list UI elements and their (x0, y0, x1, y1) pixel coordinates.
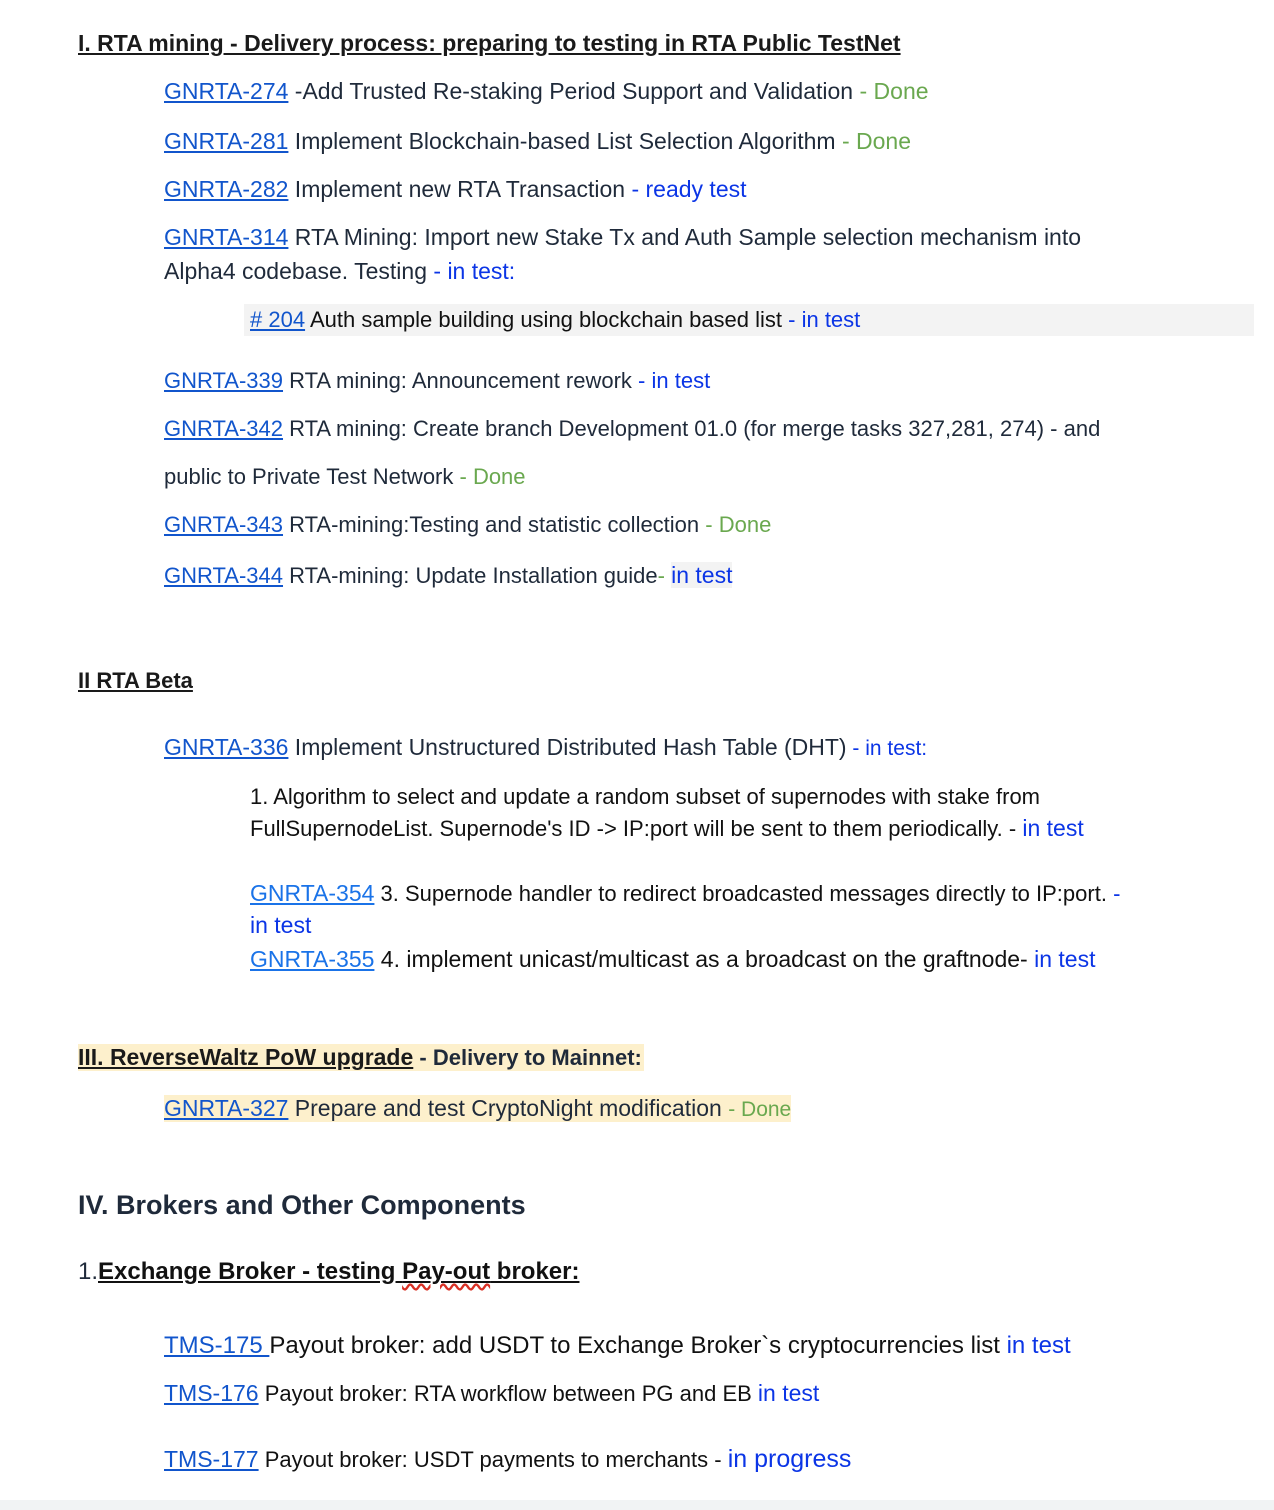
status-label: in test (250, 912, 312, 938)
section-2-heading: II RTA Beta (78, 668, 193, 693)
section-3-suffix: - Delivery to Mainnet: (413, 1045, 642, 1070)
status-label: - in test (782, 307, 861, 332)
task-text: RTA Mining: Import new Stake Tx and Auth Sample selection mechanism into (288, 224, 1082, 250)
task-row (164, 562, 732, 589)
task-text: Payout broker: RTA workflow between PG and EB (258, 1381, 758, 1406)
task-row (164, 1332, 1071, 1360)
status-label: - in test: (846, 737, 928, 760)
page-bottom-edge (0, 1500, 1274, 1510)
task-text: RTA-mining:Testing and statistic collection (283, 512, 700, 537)
task-link[interactable]: GNRTA-282 (164, 176, 289, 202)
task-row-continued (164, 258, 515, 285)
task-text: RTA mining: Announcement rework (283, 368, 632, 393)
task-row (164, 1380, 819, 1407)
task-row (164, 512, 771, 538)
task-text: Alpha4 codebase. Testing (164, 258, 427, 284)
status-label: in progress (727, 1445, 852, 1473)
task-link[interactable]: GNRTA-344 (164, 563, 284, 588)
section-3-heading (78, 1044, 644, 1071)
task-link[interactable]: TMS-177 (164, 1446, 259, 1472)
subsection-number: 1. (78, 1258, 99, 1285)
task-text: public to Private Test Network (164, 464, 460, 489)
list-item-text: 4. implement unicast/multicast as a broadcast on the graftnode- (374, 946, 1035, 972)
list-item (250, 815, 1084, 842)
task-link[interactable]: GNRTA-327 (164, 1095, 289, 1121)
status-label: - Done (459, 464, 526, 489)
task-text: Prepare and test CryptoNight modification (288, 1095, 729, 1121)
task-link[interactable]: GNRTA-281 (164, 128, 289, 154)
task-link[interactable]: GNRTA-336 (164, 734, 289, 760)
status-label: in test (757, 1380, 820, 1406)
task-text: RTA mining: Create branch Development 01.0 (for merge tasks 327,281, 274) - and (283, 416, 1101, 441)
status-label: - Done (853, 78, 929, 104)
subsection-title-c: broker: (490, 1258, 580, 1285)
task-text: Implement Unstructured Distributed Hash Table (DHT) (288, 734, 847, 760)
status-label: - Done (835, 128, 912, 154)
status-dash: - (1113, 881, 1121, 906)
status-label: in test (671, 562, 733, 588)
status-label: in test (1034, 946, 1096, 972)
task-row (164, 78, 929, 105)
task-text: Implement Blockchain-based List Selection Algorithm (288, 128, 836, 154)
status-label: - in test (631, 368, 711, 393)
list-item (250, 946, 1095, 973)
status-label: - ready test (631, 176, 747, 202)
task-text: RTA-mining: Update Installation guide (283, 563, 658, 588)
status-dash: - (657, 563, 672, 588)
section-3-title: III. ReverseWaltz PoW upgrade (78, 1044, 414, 1070)
subtask-row (250, 307, 860, 333)
task-link[interactable]: GNRTA-342 (164, 416, 284, 441)
task-link[interactable]: GNRTA-355 (250, 946, 375, 972)
list-item-text: FullSupernodeList. Supernode's ID -> IP:port will be sent to them periodically. - (250, 816, 1023, 841)
task-row (164, 176, 747, 203)
list-item-text: 3. Supernode handler to redirect broadcasted messages directly to IP:port. (374, 881, 1114, 906)
task-link[interactable]: GNRTA-314 (164, 224, 289, 250)
issue-link[interactable]: # 204 (250, 307, 306, 332)
task-row (164, 1095, 791, 1122)
task-link[interactable]: GNRTA-354 (250, 880, 375, 906)
subsection-title-a: Exchange Broker - testing (98, 1258, 403, 1285)
task-text: Payout broker: USDT payments to merchants - (258, 1447, 728, 1472)
list-item-continued (250, 912, 311, 939)
task-row-continued (164, 464, 526, 490)
task-link[interactable]: GNRTA-339 (164, 368, 284, 393)
task-row (164, 224, 1081, 251)
task-link[interactable]: TMS-175 (164, 1332, 270, 1359)
task-row (164, 128, 911, 155)
list-item (250, 880, 1120, 907)
subsection-title-b: Pay-out (402, 1258, 491, 1285)
list-item-text: 1. Algorithm to select and update a random subset of supernodes with stake from (250, 784, 1041, 809)
task-row (164, 368, 710, 394)
section-1-heading: I. RTA mining - Delivery process: preparing to testing in RTA Public TestNet (78, 30, 901, 56)
status-label: in test (1022, 815, 1084, 841)
task-text: -Add Trusted Re-staking Period Support and Validation (288, 78, 854, 104)
status-label: - in test: (427, 258, 516, 284)
subsection-title (98, 1258, 579, 1285)
task-row (164, 1445, 851, 1474)
task-text: Implement new RTA Transaction (288, 176, 632, 202)
task-row (164, 734, 927, 761)
status-label: - Done (728, 1098, 792, 1121)
task-link[interactable]: GNRTA-343 (164, 512, 284, 537)
subsection-heading (78, 1258, 579, 1286)
task-link[interactable]: GNRTA-274 (164, 78, 289, 104)
task-text: Auth sample building using blockchain based list (305, 307, 783, 332)
task-text: Payout broker: add USDT to Exchange Broker`s cryptocurrencies list (269, 1332, 1007, 1359)
status-label: in test (1006, 1332, 1071, 1359)
task-row (164, 416, 1100, 442)
task-link[interactable]: TMS-176 (164, 1380, 259, 1406)
status-label: - Done (699, 512, 772, 537)
section-4-heading: IV. Brokers and Other Components (78, 1190, 526, 1220)
